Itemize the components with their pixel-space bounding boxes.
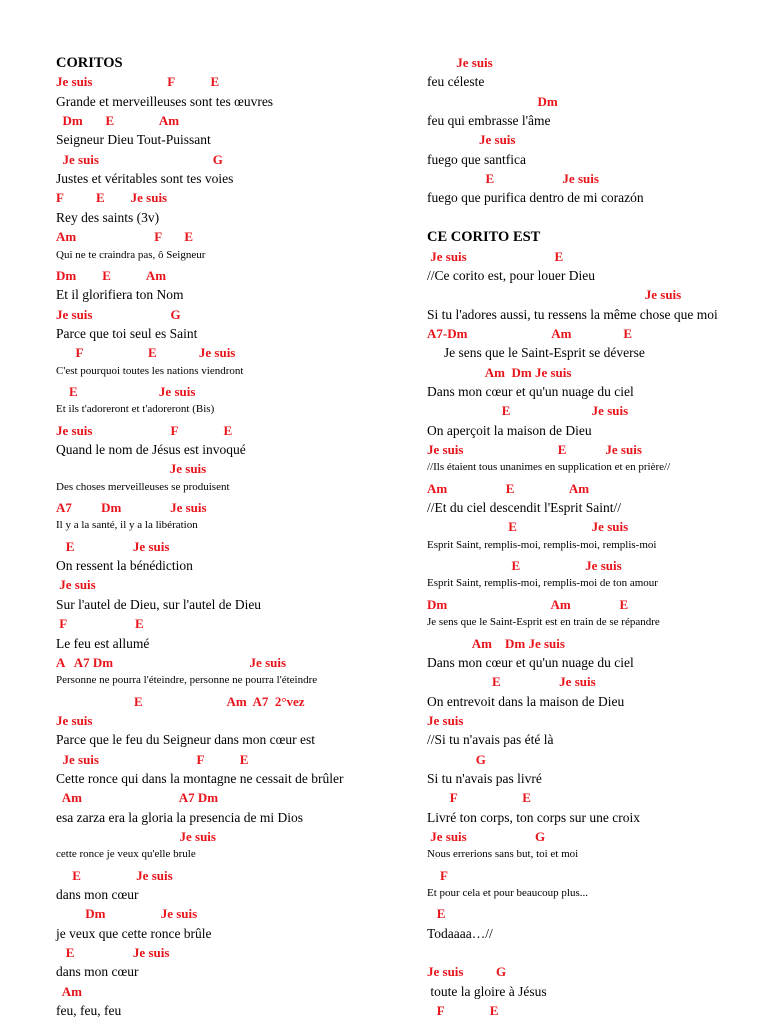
chord-line: F E bbox=[56, 616, 144, 632]
lyric-line: Esprit Saint, remplis-moi, remplis-moi, remplis-moi bbox=[427, 538, 657, 551]
section-title: CORITOS bbox=[56, 55, 123, 71]
lyric-line: On ressent la bénédiction bbox=[56, 558, 193, 574]
chord-line: Je suis bbox=[56, 577, 96, 593]
lyric-line: feu, feu, feu bbox=[56, 1003, 122, 1019]
lyric-line: Personne ne pourra l'éteindre, personne ne pourra l'éteindre bbox=[56, 674, 318, 687]
lyric-line: //Ce corito est, pour louer Dieu bbox=[427, 267, 595, 283]
chord-line: Je suis G bbox=[427, 829, 546, 844]
lyric-line: Des choses merveilleuses se produisent bbox=[56, 480, 230, 493]
chord-line: E Am A7 2°vez bbox=[56, 693, 305, 709]
chord-line: Je suis bbox=[427, 55, 493, 70]
lyric-line: Je sens que le Saint-Esprit est en train de se répandre bbox=[427, 616, 660, 629]
lyric-line: Et pour cela et pour beaucoup plus... bbox=[427, 887, 588, 900]
lyric-line: Qui ne te craindra pas, ô Seigneur bbox=[56, 248, 206, 261]
chord-line: Je suis bbox=[56, 712, 93, 728]
lyric-line: //Si tu n'avais pas été là bbox=[427, 732, 554, 748]
chord-line: Am Dm Je suis bbox=[427, 635, 565, 651]
lyric-line: Cette ronce qui dans la montagne ne cessait de brûler bbox=[56, 770, 344, 786]
lyric-line: Et ils t'adoreront et t'adoreront (Bis) bbox=[56, 403, 215, 416]
lyric-line: Todaaaa…// bbox=[427, 925, 493, 941]
chord-line: Dm E Am bbox=[56, 113, 180, 129]
chord-line: Dm Je suis bbox=[56, 906, 198, 922]
lyric-line: Il y a la santé, il y a la libération bbox=[56, 519, 198, 532]
lyric-line: Dans mon cœur et qu'un nuage du ciel bbox=[427, 654, 634, 670]
lyric-line: Je sens que le Saint-Esprit se déverse bbox=[427, 345, 645, 361]
lyric-line: Parce que toi seul es Saint bbox=[56, 325, 198, 341]
lyric-line: esa zarza era la gloria la presencia de mi Dios bbox=[56, 809, 303, 825]
chord-line: Am A7 Dm bbox=[56, 790, 219, 806]
lyric-line: fuego que purifica dentro de mi corazón bbox=[427, 190, 644, 206]
chord-line: A A7 Dm Je suis bbox=[56, 654, 287, 670]
chord-line: Je suis G bbox=[56, 306, 181, 322]
chord-line: Je suis F E bbox=[56, 422, 233, 438]
chord-line: F E bbox=[427, 1003, 499, 1019]
lyric-line: Esprit Saint, remplis-moi, remplis-moi de ton amour bbox=[427, 577, 658, 590]
section-title: CE CORITO EST bbox=[427, 229, 541, 246]
chord-line: Je suis F E bbox=[56, 751, 249, 767]
lyric-line: fuego que santfica bbox=[427, 151, 526, 167]
chord-line: Je suis bbox=[427, 132, 516, 148]
lyric-line: Parce que le feu du Seigneur dans mon cœur est bbox=[56, 732, 316, 748]
chord-line: Je suis E bbox=[427, 248, 564, 264]
lyric-line: feu qui embrasse l'âme bbox=[427, 113, 551, 129]
chord-line: E Je suis bbox=[56, 867, 173, 883]
chord-line: Dm E Am bbox=[56, 267, 167, 283]
lyric-line: dans mon cœur bbox=[56, 887, 139, 903]
chord-line: Je suis bbox=[56, 829, 216, 844]
chord-line: Je suis E Je suis bbox=[427, 442, 642, 457]
chord-line: Am E Am bbox=[427, 480, 590, 496]
lyric-line: Livré ton corps, ton corps sur une croix bbox=[427, 809, 640, 825]
lyric-line: Si tu n'avais pas livré bbox=[427, 770, 542, 786]
lyric-line: Seigneur Dieu Tout-Puissant bbox=[56, 132, 211, 148]
chord-line: F bbox=[427, 867, 448, 883]
lyric-line: On aperçoit la maison de Dieu bbox=[427, 422, 592, 438]
lyric-line: On entrevoit dans la maison de Dieu bbox=[427, 693, 625, 709]
chord-line: Am bbox=[56, 983, 82, 999]
chord-line: Je suis bbox=[427, 287, 682, 303]
chord-line: E Je suis bbox=[56, 383, 196, 399]
chord-line: Dm Am E bbox=[427, 596, 629, 612]
lyric-line: toute la gloire à Jésus bbox=[427, 983, 547, 999]
chord-line: E Je suis bbox=[56, 538, 170, 554]
chord-line: Je suis bbox=[56, 461, 207, 477]
chord-line: F E bbox=[427, 790, 531, 806]
chord-line: G bbox=[427, 751, 486, 767]
lyric-line: je veux que cette ronce brûle bbox=[56, 925, 212, 941]
chord-line: E Je suis bbox=[427, 403, 629, 419]
chord-line: E Je suis bbox=[427, 558, 622, 574]
lyric-line: Et il glorifiera ton Nom bbox=[56, 287, 184, 303]
lyric-line: dans mon cœur bbox=[56, 964, 139, 980]
chord-line: Je suis G bbox=[56, 151, 223, 167]
lyric-line: C'est pourquoi toutes les nations viendront bbox=[56, 364, 244, 377]
chord-line: Am F E bbox=[56, 229, 194, 245]
chord-line: Am Dm Je suis bbox=[427, 364, 572, 380]
chord-line: Je suis G bbox=[427, 964, 507, 980]
chord-line: E Je suis bbox=[427, 171, 599, 187]
lyric-line: Si tu l'adores aussi, tu ressens la même chose que moi bbox=[427, 306, 718, 322]
chord-line: Dm bbox=[427, 93, 558, 109]
chord-line: F E Je suis bbox=[56, 190, 168, 206]
lyric-line: Rey des saints (3v) bbox=[56, 209, 160, 225]
lyric-line: Sur l'autel de Dieu, sur l'autel de Dieu bbox=[56, 596, 262, 612]
lyric-line: //Et du ciel descendit l'Esprit Saint// bbox=[427, 500, 622, 516]
chord-line: A7-Dm Am E bbox=[427, 325, 633, 341]
lyric-line: Nous errerions sans but, toi et moi bbox=[427, 848, 579, 861]
lyric-line: Quand le nom de Jésus est invoqué bbox=[56, 442, 246, 457]
lyric-line: Dans mon cœur et qu'un nuage du ciel bbox=[427, 383, 634, 399]
chord-line: E bbox=[427, 906, 446, 922]
lyric-line: Le feu est allumé bbox=[56, 635, 150, 651]
chord-line: F E Je suis bbox=[56, 345, 236, 361]
lyric-line: Justes et véritables sont tes voies bbox=[56, 171, 234, 187]
chord-line: Je suis bbox=[427, 712, 464, 728]
lyric-line: //Ils étaient tous unanimes en supplication et en prière// bbox=[427, 461, 671, 474]
chord-line: A7 Dm Je suis bbox=[56, 500, 207, 516]
chord-line: E Je suis bbox=[427, 519, 629, 535]
chord-line: Je suis F E bbox=[56, 74, 220, 90]
lyric-line: Grande et merveilleuses sont tes œuvres bbox=[56, 93, 274, 109]
lyric-line: cette ronce je veux qu'elle brule bbox=[56, 848, 196, 861]
lyric-line: feu céleste bbox=[427, 74, 485, 90]
chord-line: E Je suis bbox=[427, 674, 596, 690]
chord-line: E Je suis bbox=[56, 945, 170, 961]
